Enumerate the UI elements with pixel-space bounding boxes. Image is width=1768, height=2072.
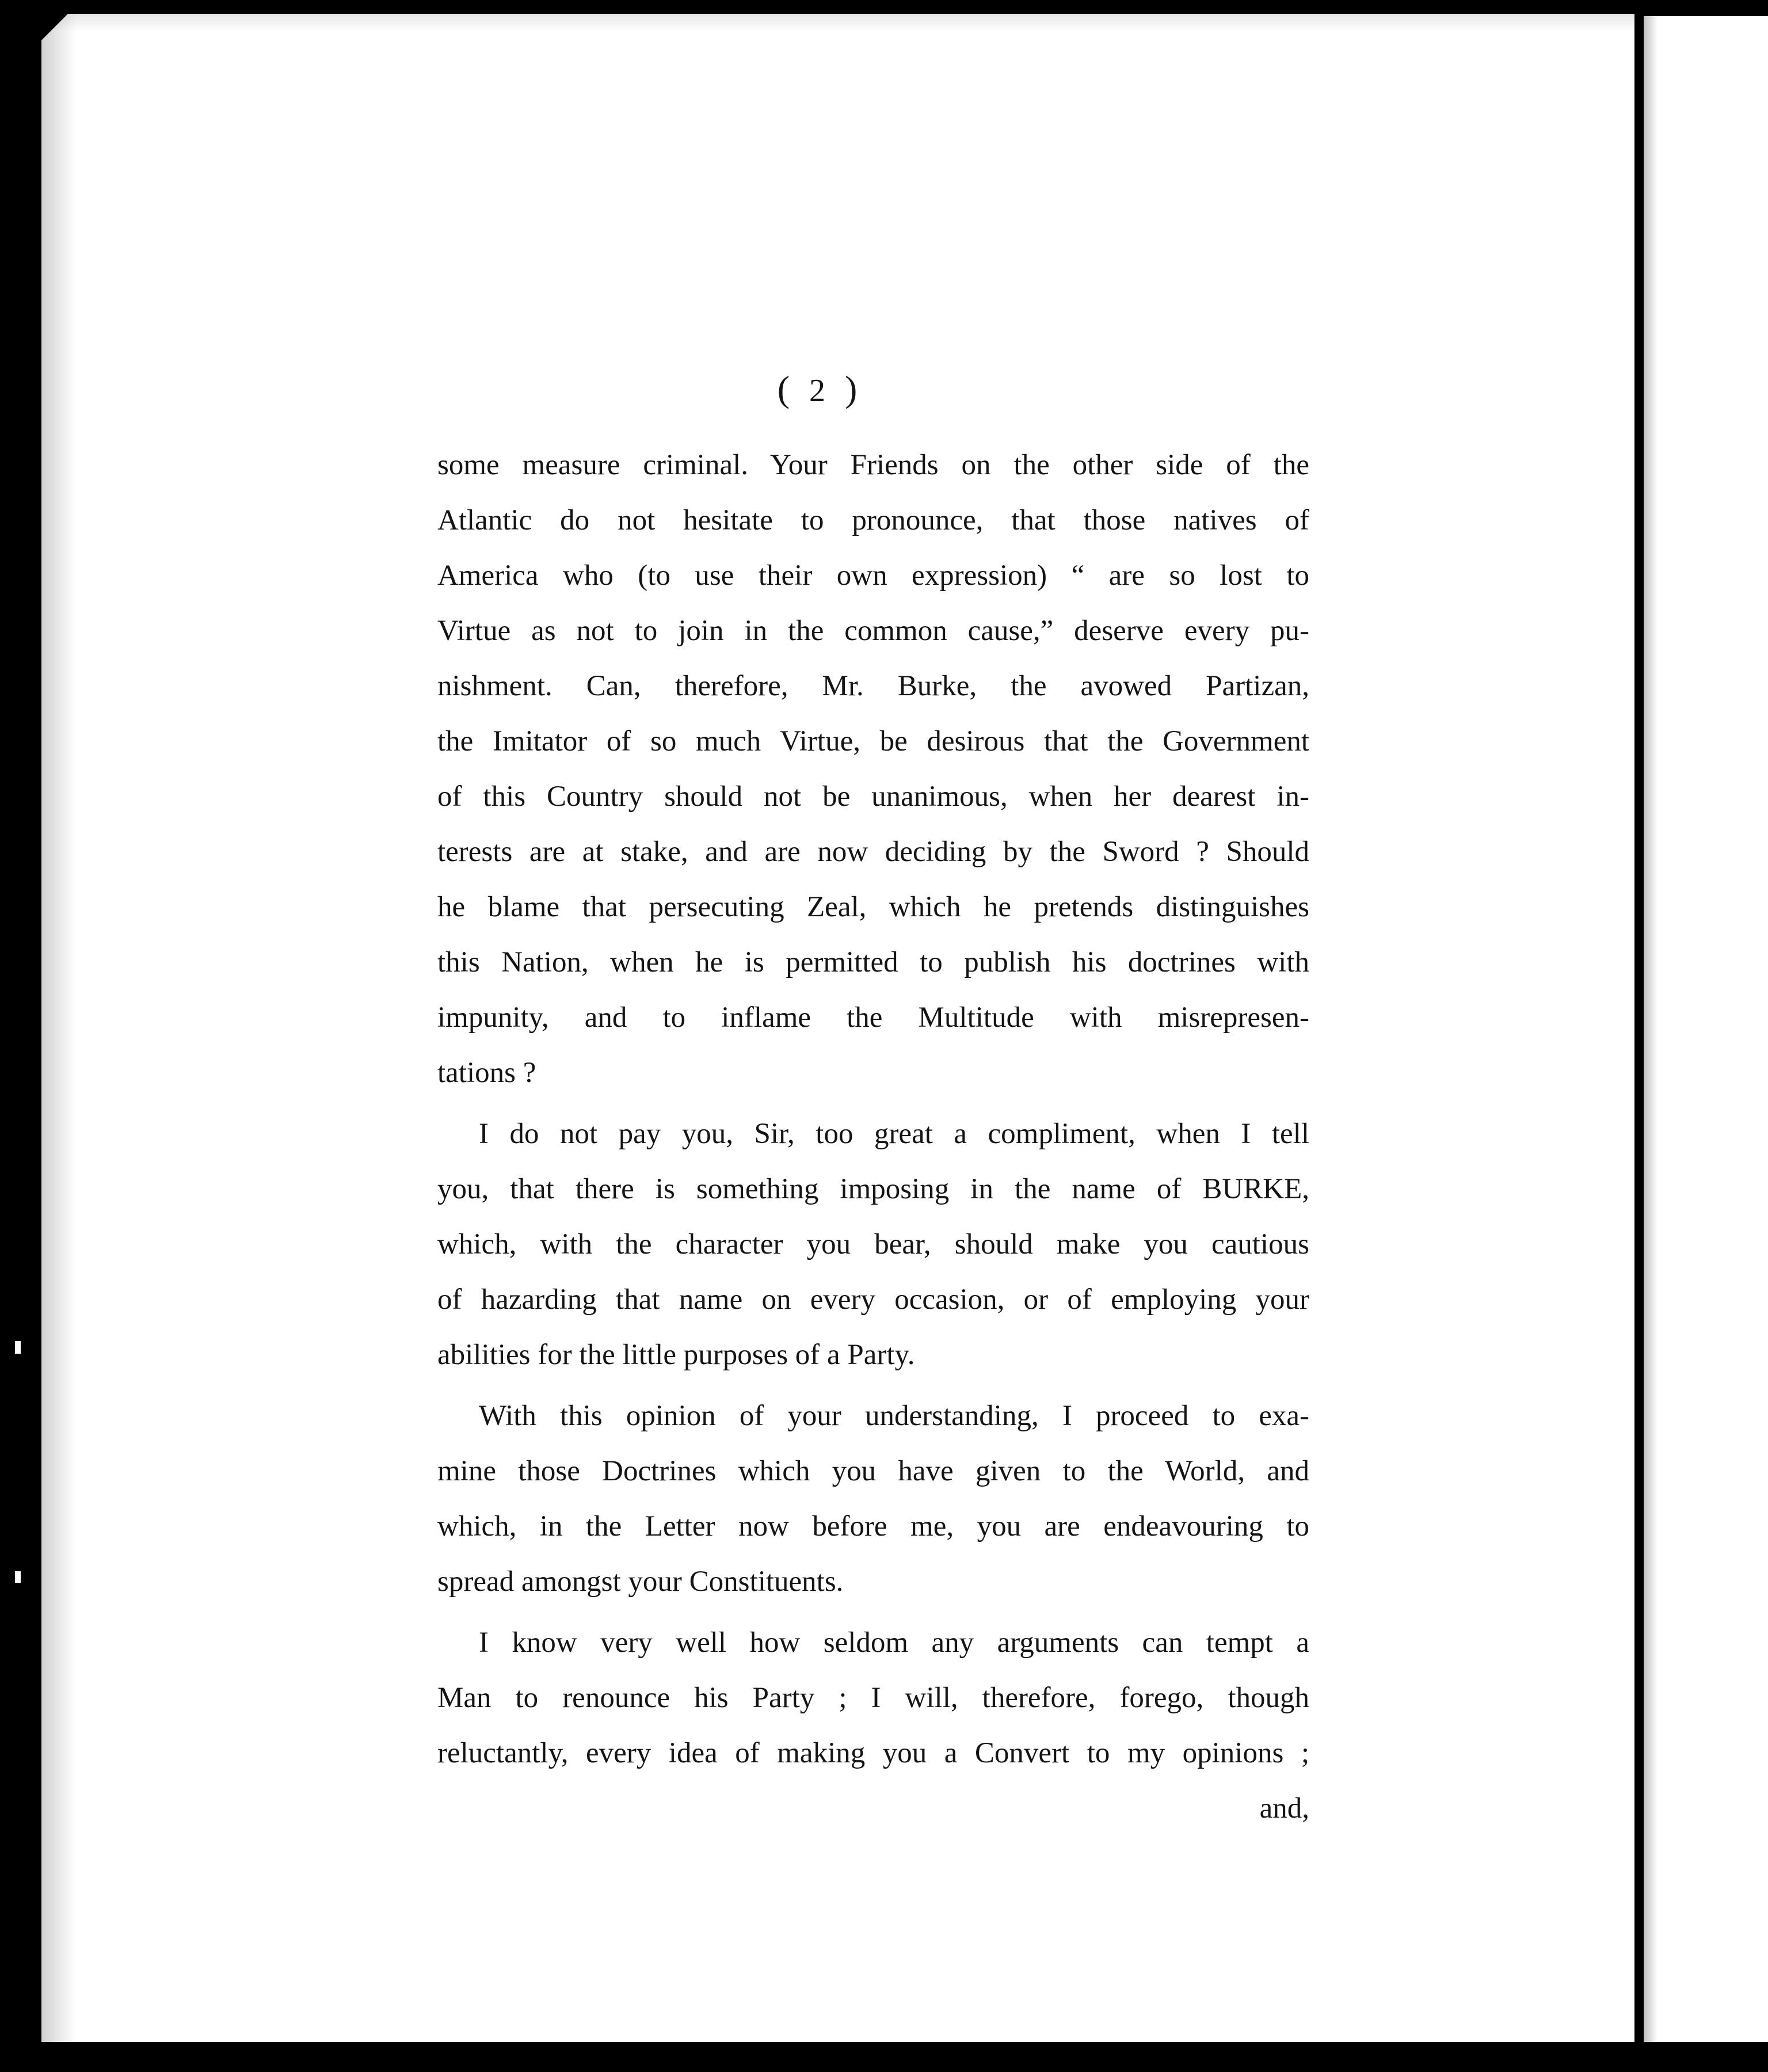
text-line: which, with the character you bear, should make you cautious	[437, 1228, 1309, 1260]
text-line: Man to renounce his Party ; I will, therefore, forego, though	[437, 1682, 1309, 1714]
paragraph-start-line: I know very well how seldom any arguments can tempt a	[479, 1627, 1309, 1659]
text-line: reluctantly, every idea of making you a Convert to my opinions ;	[437, 1737, 1309, 1769]
scan-artifact	[15, 1571, 21, 1583]
page-number-value: 2	[809, 373, 825, 409]
text-line: Virtue as not to join in the common cause,” deserve every pu-	[437, 615, 1309, 647]
binding-gutter	[1634, 0, 1644, 2072]
text-line: mine those Doctrines which you have given to the World, and	[437, 1455, 1309, 1487]
page-fold-shadow	[41, 14, 76, 2042]
page-number-open-paren: (	[777, 368, 790, 409]
text-line: Atlantic do not hesitate to pronounce, that those natives of	[437, 504, 1309, 536]
adjacent-page-shadow	[1644, 16, 1658, 2042]
paragraph-start-line: I do not pay you, Sir, too great a compliment, when I tell	[479, 1118, 1309, 1150]
text-line: terests are at stake, and are now deciding by the Sword ? Should	[437, 836, 1309, 868]
text-line: tations ?	[437, 1057, 536, 1089]
text-line: which, in the Letter now before me, you are endeavouring to	[437, 1510, 1309, 1542]
text-line: spread amongst your Constituents.	[437, 1566, 844, 1598]
text-line: impunity, and to inflame the Multitude with misrepresen-	[437, 1001, 1309, 1034]
body-text	[437, 437, 1309, 1836]
text-line: America who (to use their own expression) “ are so lost to	[437, 559, 1309, 592]
page-corner	[41, 14, 68, 40]
scan-artifact	[15, 1341, 21, 1354]
page-number-close-paren: )	[845, 368, 858, 409]
adjacent-page-edge	[1644, 16, 1768, 2042]
text-line: abilities for the little purposes of a Party.	[437, 1339, 915, 1371]
text-line: of this Country should not be unanimous, when her dearest in-	[437, 780, 1309, 813]
page-number	[691, 363, 944, 417]
text-line: nishment. Can, therefore, Mr. Burke, the avowed Partizan,	[437, 670, 1309, 702]
text-line: some measure criminal. Your Friends on the other side of the	[437, 449, 1309, 481]
catchword: and,	[1259, 1792, 1309, 1825]
text-line: he blame that persecuting Zeal, which he pretends distinguishes	[437, 891, 1309, 923]
paragraph-start-line: With this opinion of your understanding, I proceed to exa-	[479, 1400, 1309, 1432]
text-line: of hazarding that name on every occasion, or of employing your	[437, 1283, 1309, 1316]
text-line: you, that there is something imposing in the name of BURKE,	[437, 1173, 1309, 1205]
page-top-edge	[41, 14, 1634, 31]
text-line: the Imitator of so much Virtue, be desirous that the Government	[437, 725, 1309, 757]
text-line: this Nation, when he is permitted to publish his doctrines with	[437, 946, 1309, 978]
